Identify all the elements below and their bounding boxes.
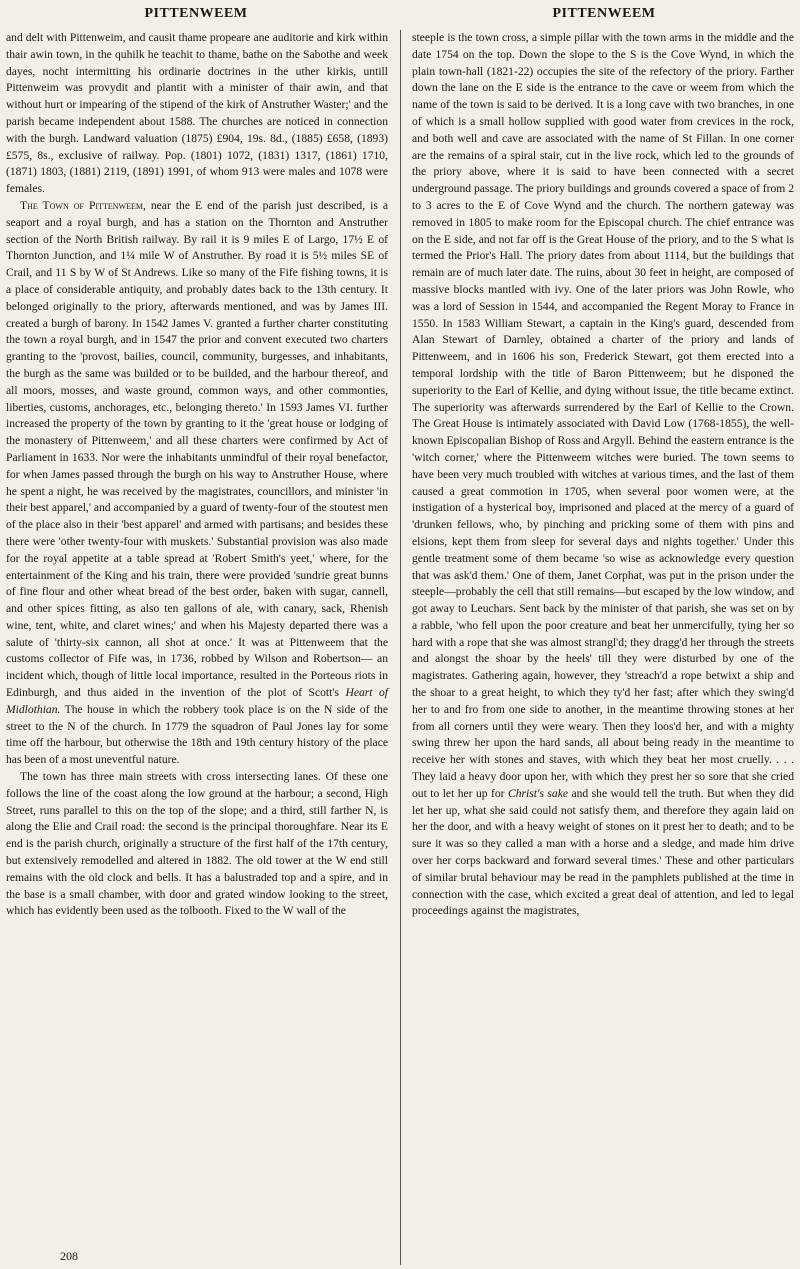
running-header-right: PITTENWEEM [552,6,656,21]
paragraph-town-text-b: The house in which the robbery took place is on the N side of the street to the N of the church. In 1779 the squadron of Paul Jones lay for some time off the harbour, but otherwise the 18th and 19th century history of the place has been of a most uneventful nature. [6,702,388,767]
left-column [6,30,388,920]
paragraph-priory-text-b: and she would tell the truth. But when they did let her up, what she said could not satisfy them, and therefore they again laid on her the door, and with a heavy weight of stones on it prest her to death; and to be sure it was so they called a man with a horse and a sledge, and made him drive over her corps backward and forward several times.' These and other particulars of similar brutal behaviour may be read in the pamphlets published at the time in connection with the case, which excited a great deal of attention, and led to legal proceedings against the magistrates, [412,786,794,918]
italic-christs-sake: Christ's sake [507,786,569,800]
right-column [412,30,794,920]
paragraph-town-description [6,198,388,769]
paragraph-priory-and-witches [412,30,794,920]
page-number: 208 [60,1249,78,1263]
paragraph-priory-text-a: steeple is the town cross, a simple pillar with the town arms in the middle and the date 1754 on the top. Down the slope to the S is the Cove Wynd, in which the plain town-hall (1821-22) occupies the site of the refectory of the priory. Farther down the lane on the E side is the entrance to the cave or weem from which the name of the town is said to be derived. It is a long cave with two branches, in one of which is a small hollow supplied with good water from crevices in the rock, and both well and cave are associated with the name of St Fillan. In one corner are the remains of a spiral stair, cut in the live rock, which led to the grounds of the priory above, where it is said to have been connected with a secret underground passage. The priory buildings and grounds covered a space of from 2 to 3 acres to the E of Cove Wynd and the church. The northern gateway was removed in 1805 to make room for the Episcopal church. The chief entrance was on the E side, and not far off is the Great House of the priory, and to the S what is termed the Prior's Hall. The priory dates from about 1114, but the buildings that remain are of much later date. The ruins, about 30 feet in height, are composed of massive blocks mantled with ivy. One of the later priors was John Rowle, who was a lord of Session in 1544, and accompanied the Regent Moray to France in 1550. In 1583 William Stewart, a captain in the King's guard, descended from Alan Stewart of Darnley, obtained a charter of the priory and lands of Pittenweem, and in 1606 his son, Frederick Stewart, got them erected into a temporal lordship with the title of Baron Pittenweem; but he disponed the superiority to the Earl of Kellie, and dying without issue, the title became extinct. The superiority was afterwards surrendered by the Earl of Kellie to the Crown. The Great House is intimately associated with David Low (1768-1855), the well-known Episcopalian Bishop of Ross and Argyll. Behind the eastern entrance is the 'witch corner,' where the Pittenweem witches were buried. The town seems to have been very much troubled with witches at various times, and the last of them caused a great commotion in 1705, when several poor women were, at the instigation of a hysterical boy, imprisoned and placed at the mercy of a guard of 'drunken fellows, who, by pinching and pricking some of them with pins and elsions, kept them from sleep for several days and nights together.' Under this gentle treatment some of them became 'so wise as acknowledge every question that was ask'd them.' One of them, Janet Corphat, was put in the prison under the steeple—probably the cell that still remains—but escaped by the low window, and got away to Leuchars. Sent back by the minister of that parish, she was set on by a rabble, 'who fell upon the poor creature and beat her unmercifully, tying her so hard with a rope that she was almost strangl'd; they dragg'd her through the streets and alongst the shoar by the heels' till they were disturbed by one of the magistrates. Gathering again, however, they 'streach'd a rope betwixt a ship and the shoar to a great height, to which they ty'd her fast; after which they swing'd her to and fro from one side to another, in the meantime throwing stones at her from all corners until they were weary. Then they loos'd her, and with a mighty swing threw her upon the hard sands, all about being ready in the meantime to receive her with stones and staves, with which they beat her most cruelly. . . . They laid a heavy door upon her, with which they prest her so sore that she cried out to let her up for [412,31,794,800]
paragraph-parish-history: and delt with Pittenweim, and causit thame propeare ane auditorie and kirk within thair awin town, in the quhilk he teachit to thame, bathe on the Sabothe and week dayes, nocht intermitting his ordinarie doctrines in the uther kirkis, untill Pittenweim was provydit and plantit with a minister of thair awin, and that without hurt or impearing of the stipend of the kirk of Anstruther Waster;' and the parish became independent about 1588. The churches are noticed in connection with the burgh. Landward valuation (1875) £904, 19s. 8d., (1885) £658, (1893) £575, 8s., exclusive of railway. Pop. (1801) 1072, (1831) 1317, (1861) 1710, (1871) 1803, (1881) 2119, (1891) 1991, of whom 913 were males and 1078 were females. [6,31,388,196]
running-header-left: PITTENWEEM [144,6,248,21]
section-lead-town-of-pittenweem: The Town of Pittenweem, [20,198,146,212]
column-divider [400,30,401,1265]
book-title-heart-of-midlothian: Heart of Midlothian. [6,686,388,716]
paragraph-town-text-a: near the E end of the parish just described, is a seaport and a royal burgh, and has a station on the Thornton and Anstruther section of the North British railway. By rail it is 9 miles E of Largo, 17½ E of Thornton Junction, and 1¼ mile W of Anstruther. By road it is 5½ miles SE of Crail, and 11 S by W of St Andrews. Like so many of the Fife fishing towns, it is a place of considerable antiquity, and probably dates back to the 13th century. It belonged originally to the priory, afterwards mentioned, and was by James III. created a burgh of barony. In 1542 James V. granted a further charter constituting the town a royal burgh, and in 1547 the prior and convent executed two charters granting to the 'provost, bailies, council, community, burgesses, and inhabitants, the burgh as the same was builded or to be builded, and the harbour thereof, and all moors, mosses, and waste ground, common ways, and other commonties, liberties, customs, anchorages, etc., belonging thereto.' In 1593 James VI. further increased the property of the town by granting to it the 'great house or lodging of the monastery of Pittenweem,' and all these charters were confirmed by Act of Parliament in 1633. Nor were the inhabitants unmindful of their royal benefactor, for when James passed through the burgh on his way to Anstruther House, where he spent a night, he was received by the magistrates, councillors, and minister 'in their best apparel,' and accompanied by a guard of twenty-four of the stoutest men of the place also in their 'best apparel' and armed with partisans; and besides these there were 'other twenty-four with muskets.' Substantial provision was also made for the royal appetite at a table spread at 'Robert Smith's yeet,' where, for the entertainment of the King and his train, there were provided 'sundrie great bunns of fine flour and other wheat bread of the best order, baken with sugar, cannell, and other spices fitting, as also ten gallons of ale, with canary, sack, Rhenish wine, tent, white, and claret wines;' and when his Majesty departed there was a salute of 'thirty-six cannon, all shot at once.' It was at Pittenweem that the customs collector of Fife was, in 1736, robbed by Wilson and Robertson— an incident which, though of little local importance, resulted in the Porteous riots in Edinburgh, and thus aided in the invention of the plot of Scott's [6,198,388,700]
paragraph-streets: The town has three main streets with cross intersecting lanes. Of these one follows the line of the coast along the low ground at the harbour; a second, High Street, runs parallel to this on the top of the slope; and a third, still farther N, is along the Elie and Crail road: the second is the principal thoroughfare. Near its E end is the parish church, originally a structure of the first half of the 17th century, but extensively remodelled and altered in 1882. The old tower at the W end still remains with the old clock and bells. It has a balustraded top and a spire, and in the base is a small chamber, with door and grated window looking to the street, which has evidently been used as the tolbooth. Fixed to the W wall of the [6,770,388,918]
